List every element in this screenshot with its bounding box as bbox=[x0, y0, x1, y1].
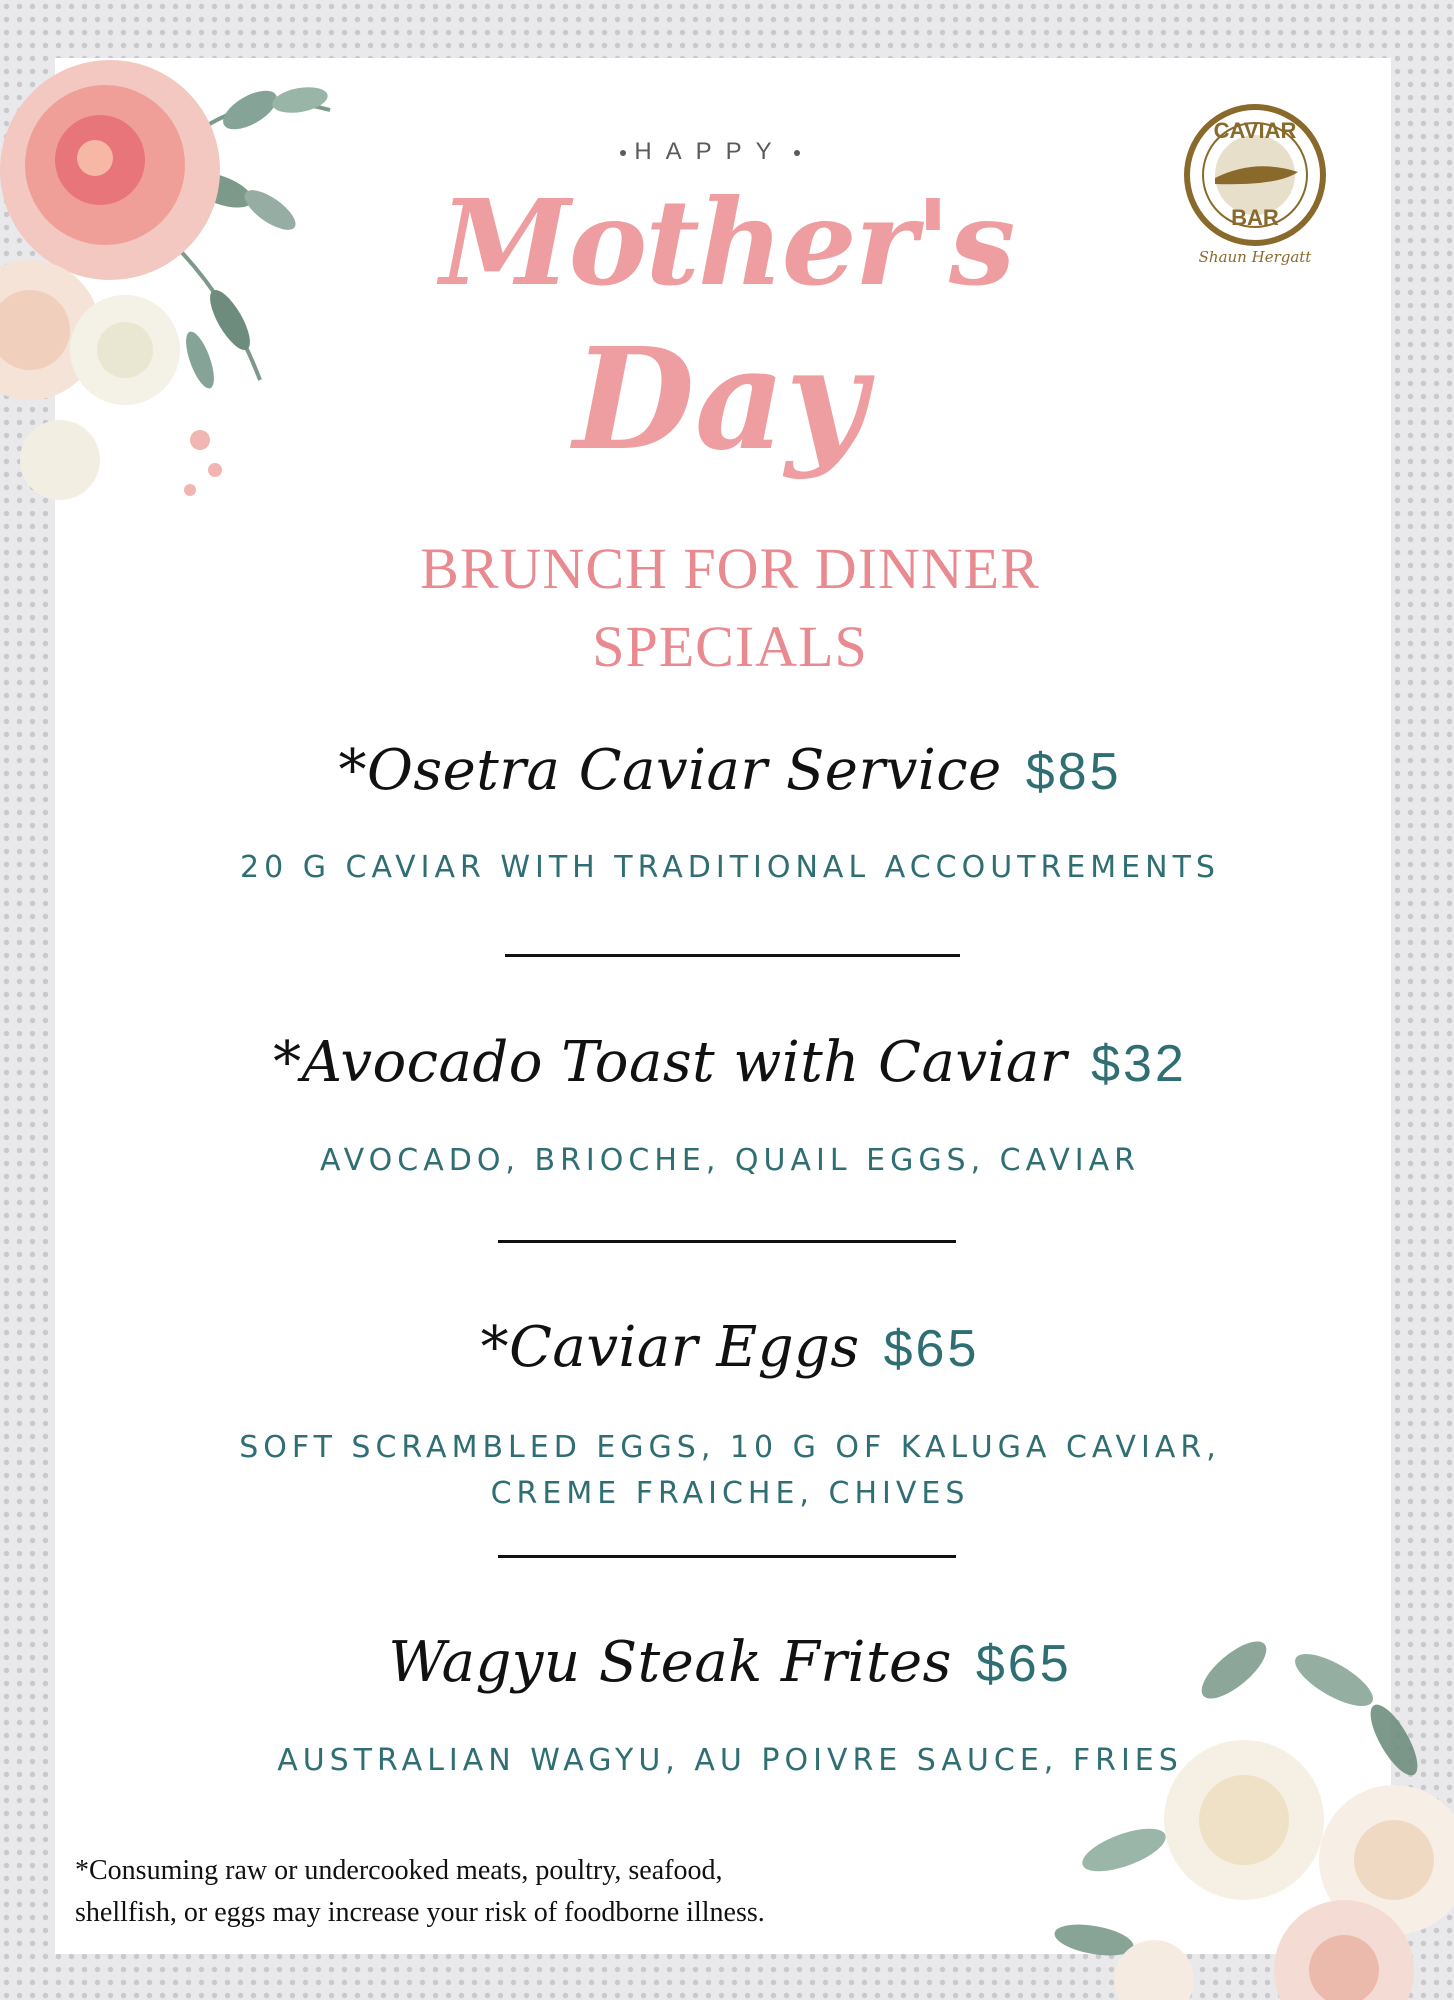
caviar-bar-logo bbox=[1180, 100, 1330, 270]
menu-item-title bbox=[130, 1630, 1330, 1695]
description-line: AVOCADO, BRIOCHE, QUAIL EGGS, CAVIAR bbox=[320, 1143, 1140, 1178]
divider bbox=[498, 1240, 956, 1243]
menu-item-name: *Caviar Eggs bbox=[480, 1315, 860, 1380]
menu-item-title bbox=[130, 1030, 1330, 1095]
disclaimer-line-1: *Consuming raw or undercooked meats, poultry, seafood, bbox=[75, 1855, 723, 1886]
menu-item-price: $65 bbox=[883, 1320, 980, 1378]
subtitle-line-2: SPECIALS bbox=[592, 614, 868, 679]
menu-item-name: *Avocado Toast with Caviar bbox=[273, 1030, 1068, 1095]
menu-item-title bbox=[130, 1315, 1330, 1380]
divider bbox=[498, 1555, 956, 1558]
disclaimer-line-2: shellfish, or eggs may increase your risk of foodborne illness. bbox=[75, 1897, 765, 1928]
happy-text: HAPPY bbox=[634, 138, 786, 165]
menu-item-description bbox=[130, 1425, 1330, 1517]
description-line: CREME FRAICHE, CHIVES bbox=[490, 1476, 970, 1511]
subtitle-line-1: BRUNCH FOR DINNER bbox=[420, 536, 1040, 601]
menu-item-name: Wagyu Steak Frites bbox=[388, 1630, 952, 1695]
logo-signature: Shaun Hergatt bbox=[1198, 248, 1312, 266]
menu-item-price: $85 bbox=[1025, 743, 1122, 801]
menu-item-description bbox=[130, 845, 1330, 891]
logo-bottom-text: BAR bbox=[1231, 205, 1279, 230]
description-line: AUSTRALIAN WAGYU, AU POIVRE SAUCE, FRIES bbox=[277, 1743, 1183, 1778]
menu-item-title bbox=[130, 738, 1330, 803]
menu-item-description bbox=[130, 1738, 1330, 1784]
health-disclaimer bbox=[75, 1850, 975, 1934]
menu-item-price: $32 bbox=[1091, 1035, 1187, 1093]
logo-top-text: CAVIAR bbox=[1213, 118, 1297, 143]
dot-icon bbox=[794, 150, 800, 156]
mothers-heading: Mother's bbox=[440, 173, 1014, 312]
dot-icon bbox=[620, 150, 626, 156]
description-line: SOFT SCRAMBLED EGGS, 10 G OF KALUGA CAVIAR, bbox=[239, 1430, 1221, 1465]
day-heading: Day bbox=[573, 318, 867, 482]
menu-item-price: $65 bbox=[975, 1635, 1072, 1693]
menu-item-description bbox=[130, 1138, 1330, 1184]
divider bbox=[505, 954, 960, 957]
floral-top-left-decoration bbox=[0, 0, 360, 520]
description-line: 20 G CAVIAR WITH TRADITIONAL ACCOUTREMENTS bbox=[240, 850, 1220, 885]
happy-heading bbox=[560, 138, 860, 166]
menu-subtitle bbox=[300, 530, 1160, 686]
menu-item-name: *Osetra Caviar Service bbox=[338, 738, 1002, 803]
